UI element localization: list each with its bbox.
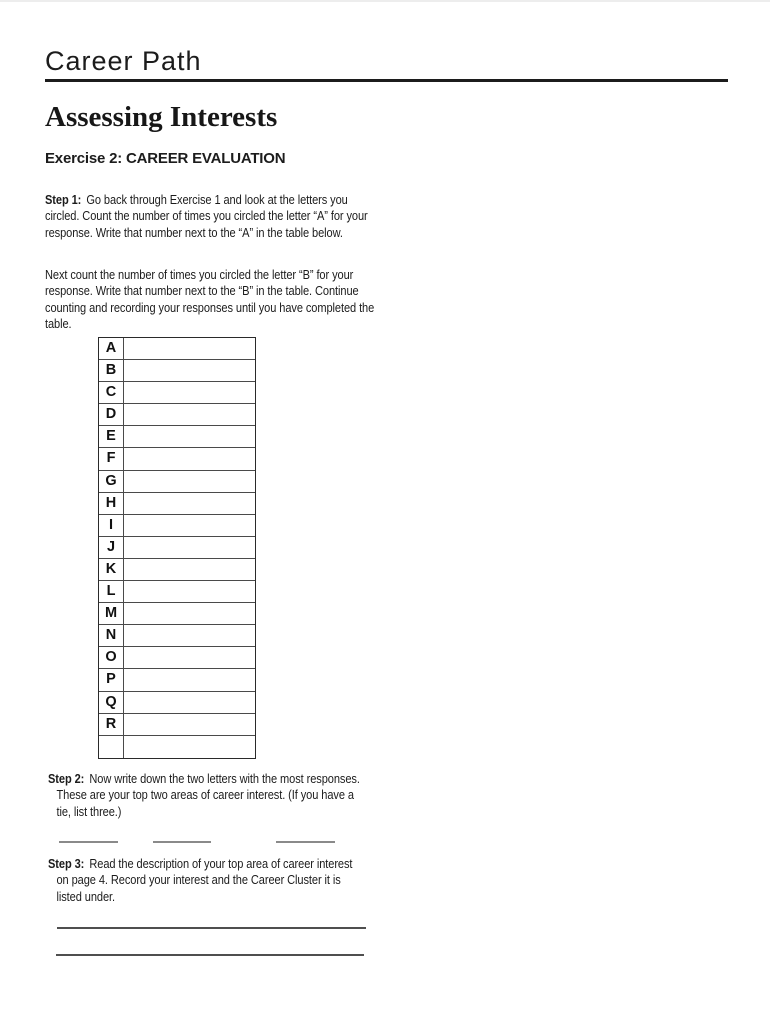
count-input-cell[interactable] bbox=[124, 581, 255, 602]
letter-cell: P bbox=[99, 669, 124, 690]
step2-label: Step 2: bbox=[48, 771, 85, 786]
step1-text: Go back through Exercise 1 and look at the letters you circled. Count the number of times you circled the letter “A” for your response. Write that number next to the “A” in the table below. bbox=[45, 192, 368, 240]
letter-cell: J bbox=[99, 537, 124, 558]
table-row bbox=[99, 360, 255, 382]
table-row bbox=[99, 581, 255, 603]
table-row bbox=[99, 404, 255, 426]
interest-answer-line-1[interactable] bbox=[57, 927, 366, 929]
table-row bbox=[99, 515, 255, 537]
step1-instructions bbox=[45, 192, 382, 241]
page-header-title: Career Path bbox=[45, 46, 202, 76]
letter-cell: M bbox=[99, 603, 124, 624]
step1-instructions-continued: Next count the number of times you circled the letter “B” for your response. Write that number next to the “B” in the table. Continue counting and recording your responses until you have completed the table. bbox=[45, 267, 375, 332]
count-input-cell[interactable] bbox=[124, 647, 255, 668]
count-input-cell[interactable] bbox=[124, 515, 255, 536]
table-row bbox=[99, 493, 255, 515]
table-row bbox=[99, 471, 255, 493]
count-input-cell[interactable] bbox=[124, 692, 255, 713]
table-row bbox=[99, 647, 255, 669]
table-row bbox=[99, 426, 255, 448]
letter-cell: I bbox=[99, 515, 124, 536]
step3-text: Read the description of your top area of career interest on page 4. Record your interest and the Career Cluster it is listed under. bbox=[56, 856, 353, 904]
letter-cell: O bbox=[99, 647, 124, 668]
count-input-cell[interactable] bbox=[124, 603, 255, 624]
top-letter-blank-3[interactable] bbox=[276, 841, 335, 843]
letter-cell: N bbox=[99, 625, 124, 646]
count-input-cell[interactable] bbox=[124, 360, 255, 381]
letter-cell: F bbox=[99, 448, 124, 469]
letter-cell: G bbox=[99, 471, 124, 492]
table-row bbox=[99, 537, 255, 559]
letter-cell bbox=[99, 736, 124, 758]
section-title: Assessing Interests bbox=[45, 101, 278, 133]
count-input-cell[interactable] bbox=[124, 404, 255, 425]
count-input-cell[interactable] bbox=[124, 493, 255, 514]
count-input-cell[interactable] bbox=[124, 736, 255, 758]
top-letter-blank-2[interactable] bbox=[153, 841, 211, 843]
header-rule bbox=[45, 79, 728, 82]
step1-label: Step 1: bbox=[45, 192, 82, 207]
letter-cell: A bbox=[99, 338, 124, 359]
letter-cell: Q bbox=[99, 692, 124, 713]
count-input-cell[interactable] bbox=[124, 714, 255, 735]
letter-tally-table bbox=[98, 337, 256, 759]
step3-label: Step 3: bbox=[48, 856, 85, 871]
table-row bbox=[99, 603, 255, 625]
count-input-cell[interactable] bbox=[124, 382, 255, 403]
letter-cell: B bbox=[99, 360, 124, 381]
letter-cell: L bbox=[99, 581, 124, 602]
letter-cell: D bbox=[99, 404, 124, 425]
table-row bbox=[99, 338, 255, 360]
count-input-cell[interactable] bbox=[124, 537, 255, 558]
table-row bbox=[99, 448, 255, 470]
letter-cell: H bbox=[99, 493, 124, 514]
table-row bbox=[99, 669, 255, 691]
exercise-title: Exercise 2: CAREER EVALUATION bbox=[45, 150, 286, 167]
count-input-cell[interactable] bbox=[124, 669, 255, 690]
table-row bbox=[99, 559, 255, 581]
count-input-cell[interactable] bbox=[124, 625, 255, 646]
table-row bbox=[99, 382, 255, 404]
letter-cell: K bbox=[99, 559, 124, 580]
step2-instructions bbox=[48, 771, 363, 820]
letter-cell: R bbox=[99, 714, 124, 735]
count-input-cell[interactable] bbox=[124, 559, 255, 580]
top-letter-blank-1[interactable] bbox=[59, 841, 118, 843]
count-input-cell[interactable] bbox=[124, 448, 255, 469]
count-input-cell[interactable] bbox=[124, 338, 255, 359]
table-row bbox=[99, 692, 255, 714]
letter-cell: C bbox=[99, 382, 124, 403]
table-row bbox=[99, 714, 255, 736]
step3-instructions bbox=[48, 856, 363, 905]
table-row bbox=[99, 625, 255, 647]
count-input-cell[interactable] bbox=[124, 426, 255, 447]
table-row bbox=[99, 736, 255, 758]
letter-cell: E bbox=[99, 426, 124, 447]
step2-text: Now write down the two letters with the most responses. These are your top two areas of career interest. (If you have a tie, list three.) bbox=[56, 771, 360, 819]
count-input-cell[interactable] bbox=[124, 471, 255, 492]
interest-answer-line-2[interactable] bbox=[56, 954, 364, 956]
scan-edge-artifact bbox=[0, 0, 770, 2]
